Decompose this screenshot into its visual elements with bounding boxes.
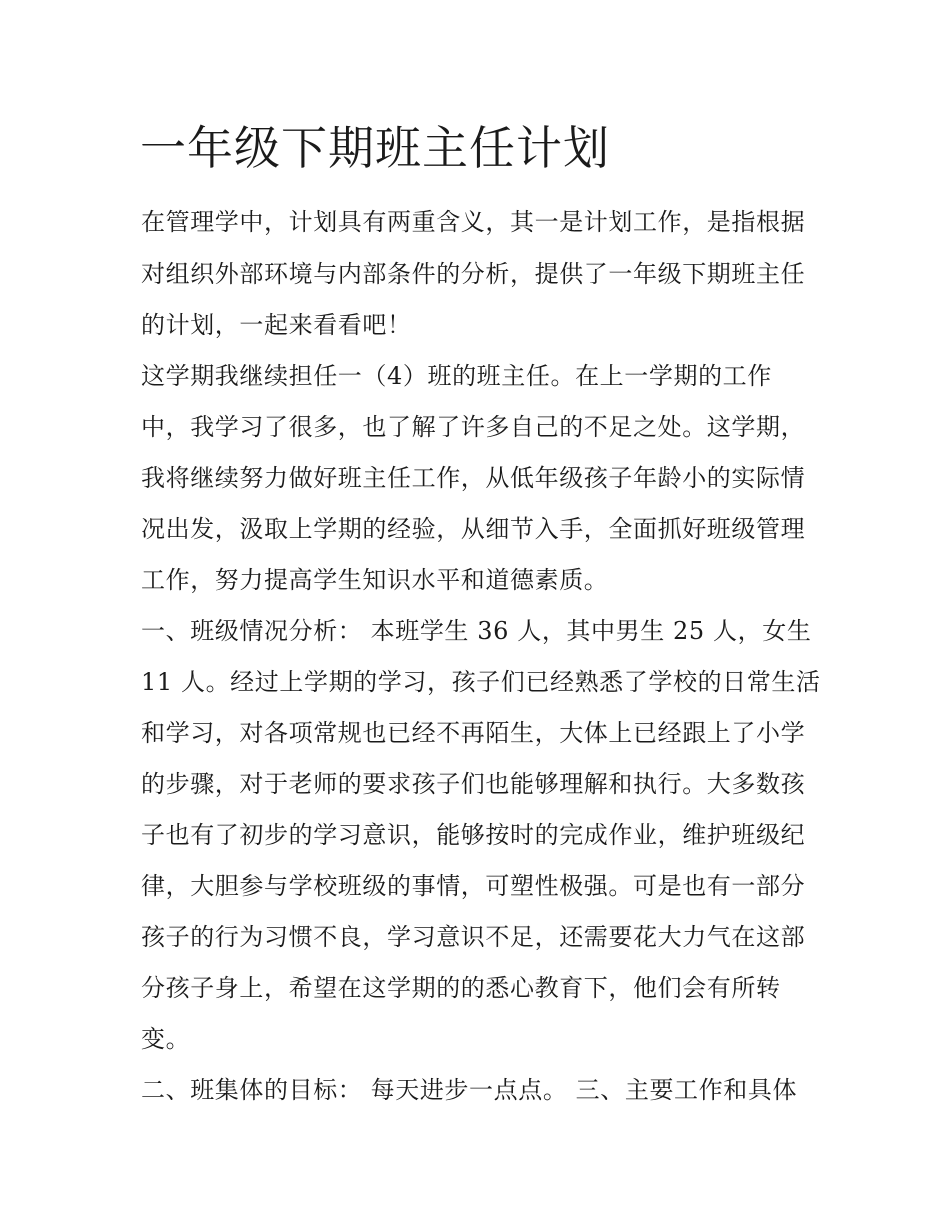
body-line: 对组织外部环境与内部条件的分析，提供了一年级下期班主任 — [141, 260, 806, 288]
body-line: 子也有了初步的学习意识，能够按时的完成作业，维护班级纪 — [141, 821, 806, 849]
body-line: 孩子的行为习惯不良，学习意识不足，还需要花大力气在这部 — [141, 923, 806, 951]
body-line: 二、班集体的目标： 每天进步一点点。 三、主要工作和具体 — [141, 1076, 798, 1104]
body-line: 和学习，对各项常规也已经不再陌生，大体上已经跟上了小学 — [141, 719, 806, 747]
body-line: 分孩子身上，希望在这学期的的悉心教育下，他们会有所转 — [141, 974, 781, 1002]
body-line: 这学期我继续担任一（4）班的班主任。在上一学期的工作 — [141, 362, 772, 390]
body-line: 我将继续努力做好班主任工作，从低年级孩子年龄小的实际情 — [141, 464, 806, 492]
document-title: 一年级下期班主任计划 — [140, 121, 610, 175]
body-line: 变。 — [141, 1025, 191, 1053]
body-line: 在管理学中，计划具有两重含义，其一是计划工作，是指根据 — [141, 208, 806, 236]
body-line: 一、班级情况分析： 本班学生 36 人，其中男生 25 人，女生 — [141, 617, 812, 645]
body-line: 中，我学习了很多，也了解了许多自己的不足之处。这学期， — [141, 413, 806, 441]
body-line: 律，大胆参与学校班级的事情，可塑性极强。可是也有一部分 — [141, 872, 806, 900]
body-line: 11 人。经过上学期的学习，孩子们已经熟悉了学校的日常生活 — [141, 668, 821, 696]
body-line: 工作，努力提高学生知识水平和道德素质。 — [141, 566, 609, 594]
body-line: 况出发，汲取上学期的经验，从细节入手，全面抓好班级管理 — [141, 515, 806, 543]
body-line: 的步骤，对于老师的要求孩子们也能够理解和执行。大多数孩 — [141, 770, 806, 798]
body-line: 的计划，一起来看看吧！ — [141, 311, 412, 339]
